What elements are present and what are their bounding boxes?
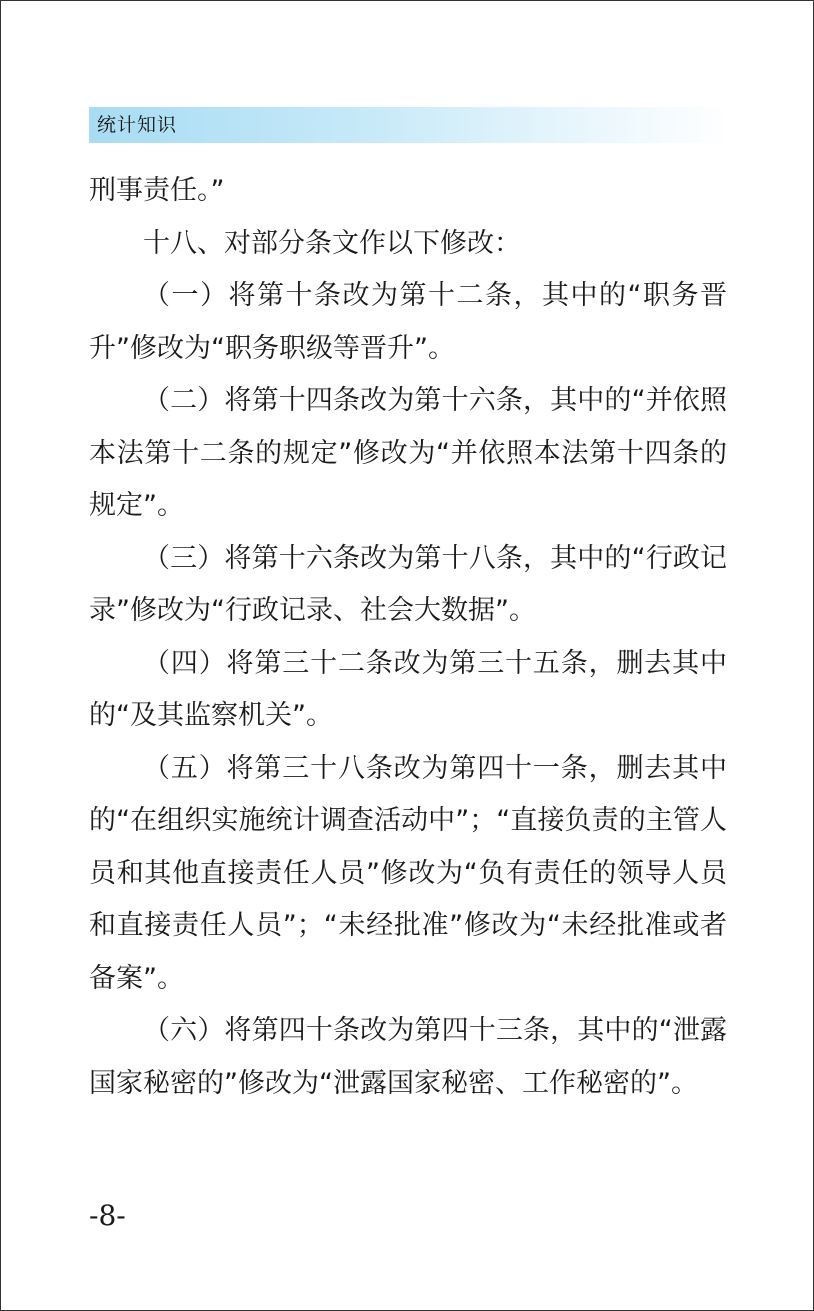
paragraph-item-5: （五）将第三十八条改为第四十一条，删去其中的“在组织实施统计调查活动中”；“直接负责的主管人员和其他直接责任人员”修改为“负有责任的领导人员和直接责任人员”；“未经批准”修改为“未经批准或者备案”。	[89, 752, 727, 994]
paragraph-article-18: 十八、对部分条文作以下修改：	[143, 227, 521, 259]
paragraph-item-3: （三）将第十六条改为第十八条，其中的“行政记录”修改为“行政记录、社会大数据”。	[89, 542, 727, 626]
paragraph-item-1: （一）将第十条改为第十二条，其中的“职务晋升”修改为“职务职级等晋升”。	[89, 280, 727, 364]
body-text	[89, 165, 727, 1110]
paragraph-item-4: （四）将第三十二条改为第三十五条，删去其中的“及其监察机关”。	[89, 647, 727, 731]
section-header-label: 统计知识	[97, 114, 178, 136]
paragraph-continuation: 刑事责任。”	[89, 175, 225, 206]
page-number: -8-	[89, 1199, 126, 1232]
paragraph-item-6: （六）将第四十条改为第四十三条，其中的“泄露国家秘密的”修改为“泄露国家秘密、工作秘密的”。	[89, 1015, 727, 1099]
section-header-band	[89, 107, 729, 143]
paragraph-item-2: （二）将第十四条改为第十六条，其中的“并依照本法第十二条的规定”修改为“并依照本法第十四条的规定”。	[89, 385, 727, 521]
